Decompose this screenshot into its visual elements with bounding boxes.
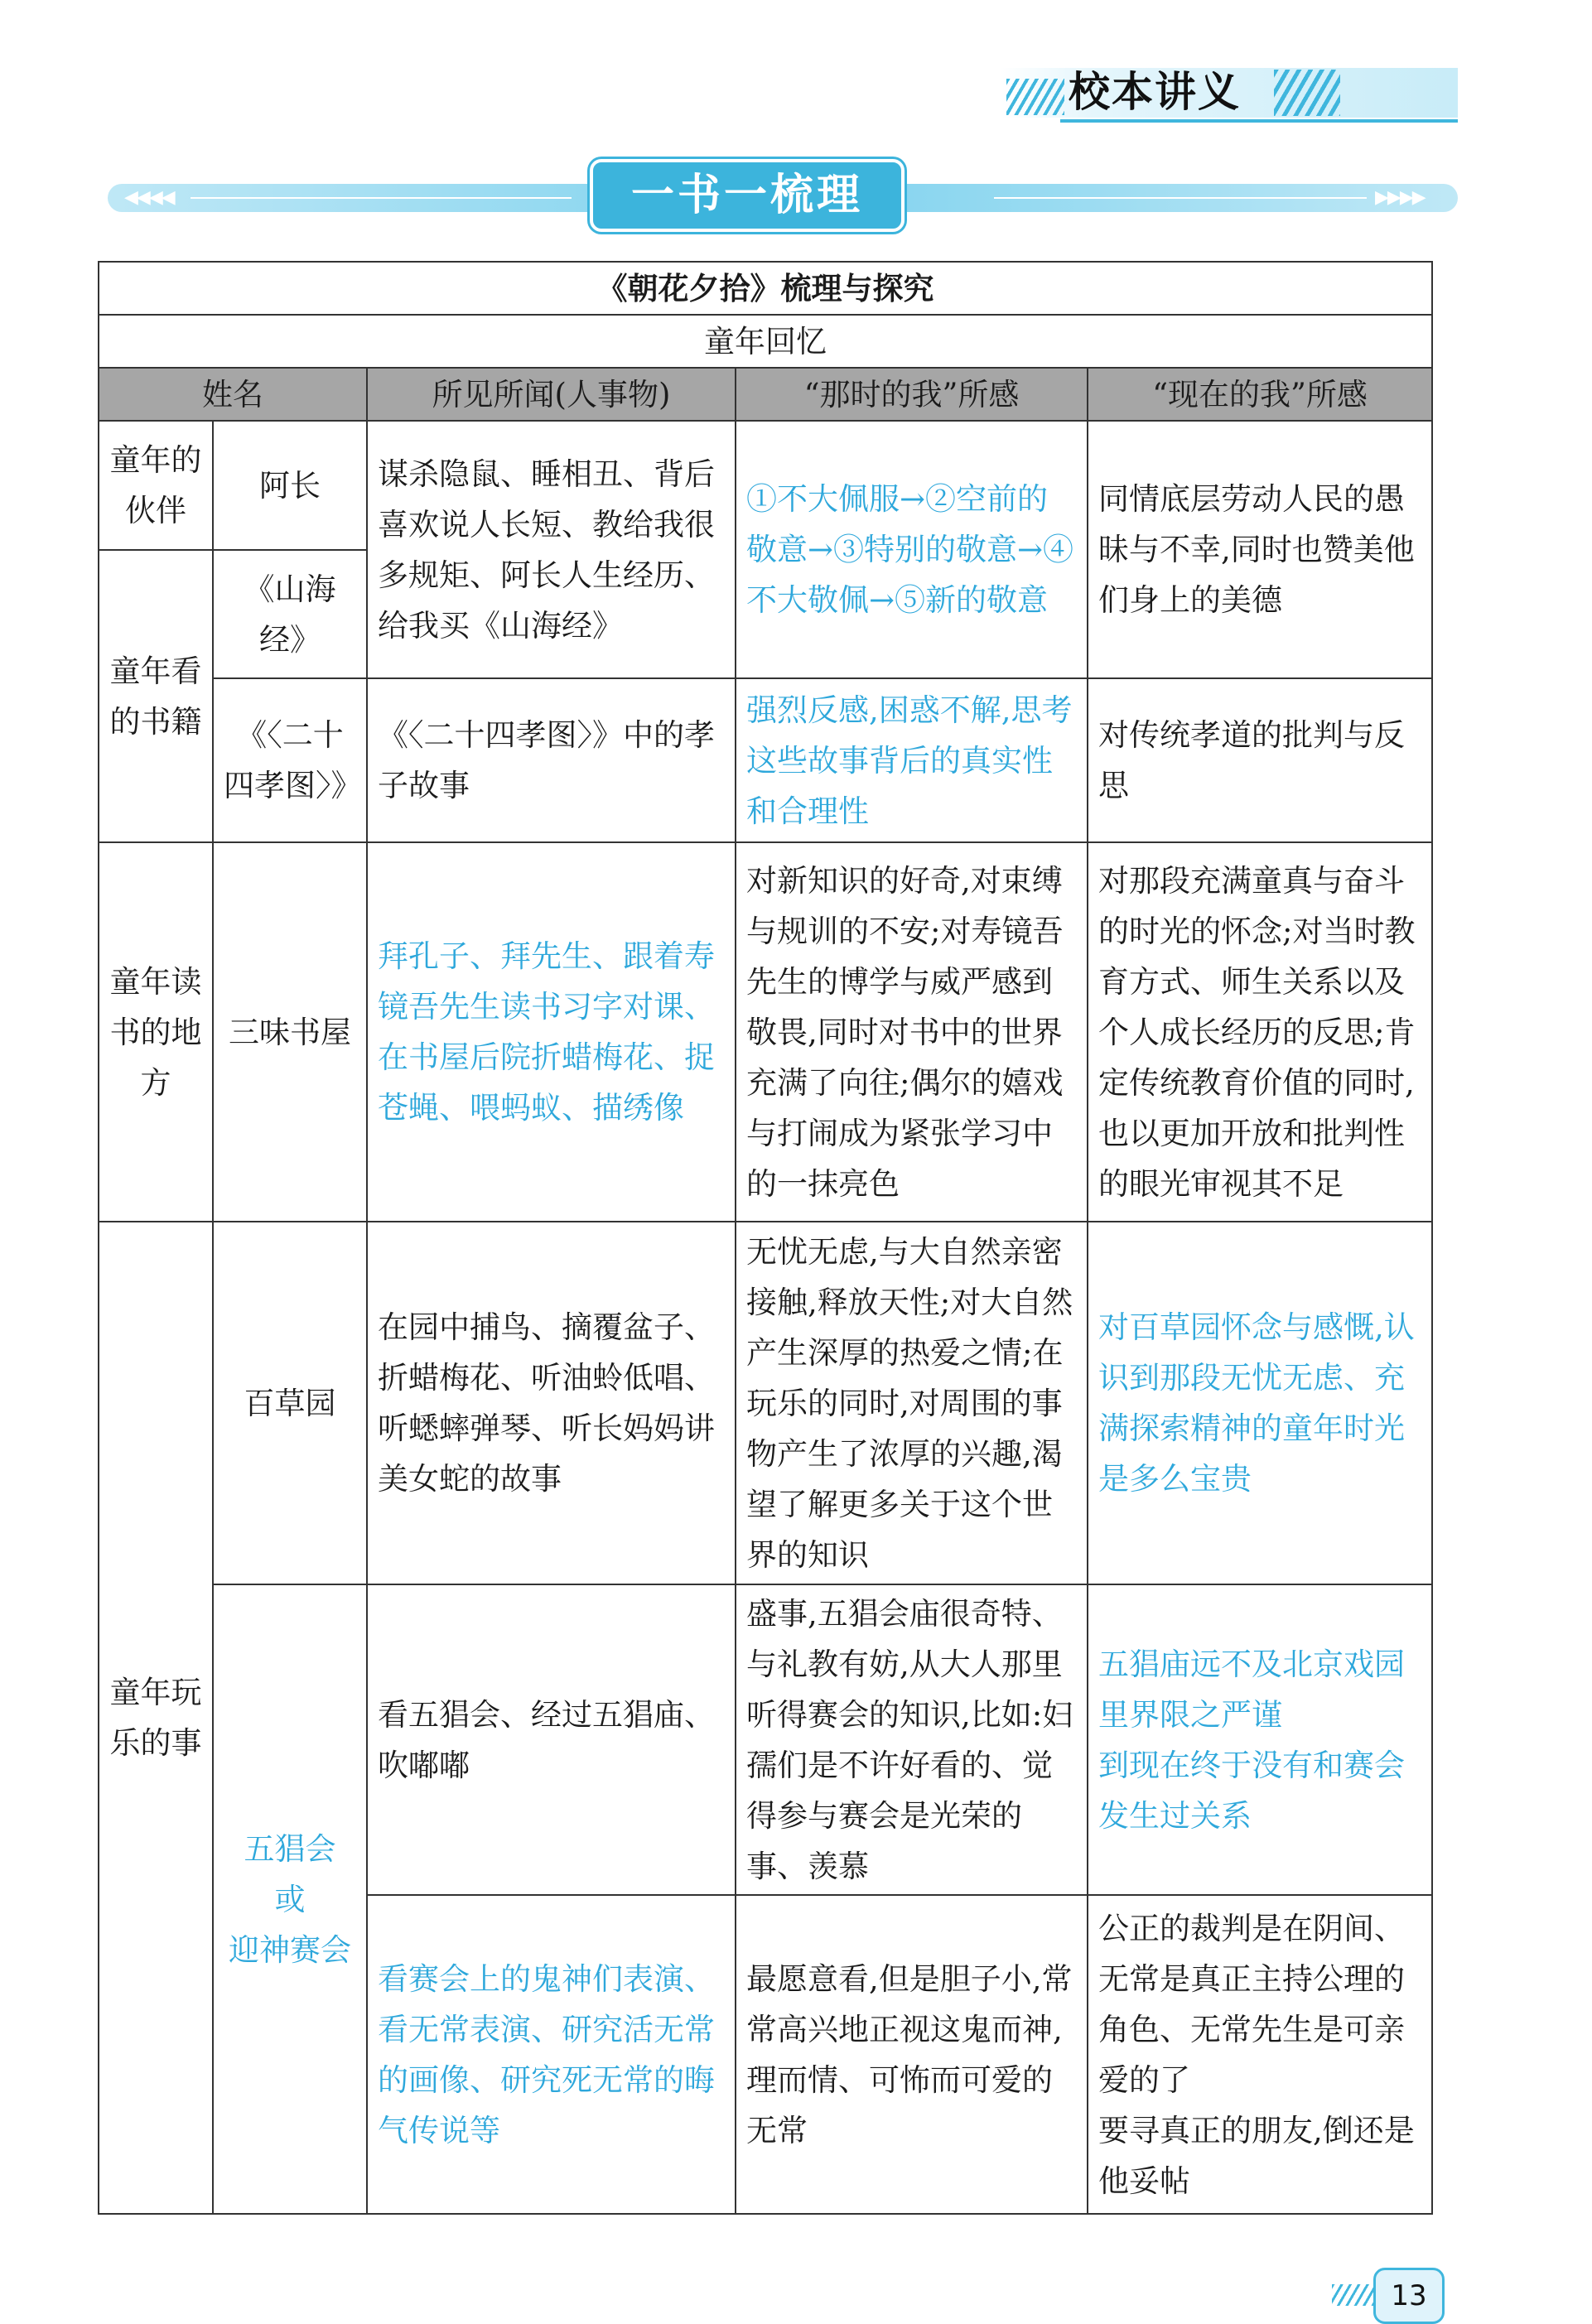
page-number: 13 (1373, 2268, 1445, 2324)
now-achang: 同情底层劳动人民的愚昧与不幸,同时也赞美他们身上的美德 (1088, 421, 1432, 678)
now-wuchang-b (1088, 1895, 1432, 2214)
name-shanhaijing: 《山海经》 (213, 550, 367, 678)
header-now: “现在的我”所感 (1088, 368, 1432, 421)
past-wuchang-b: 最愿意看,但是胆子小,常常高兴地正视这鬼而神,理而情、可怖而可爱的无常 (736, 1895, 1088, 2214)
header-seen: 所见所闻(人事物) (367, 368, 736, 421)
band-line-right (994, 197, 1367, 199)
header-stripes-right (1274, 70, 1340, 116)
category-play: 童年玩乐的事 (99, 1222, 213, 2214)
past-wuchang-a: 盛事,五猖会庙很奇特、与礼教有妨,从大人那里听得赛会的知识,比如:妇孺们是不许好看的、觉得参与赛会是光荣的事、羡慕 (736, 1584, 1088, 1895)
name-wuchang-line3: 迎神赛会 (229, 1931, 351, 1968)
band-line-left (191, 197, 572, 199)
name-wuchang (213, 1584, 367, 2214)
seen-achang: 谋杀隐鼠、睡相丑、背后喜欢说人长短、教给我很多规矩、阿长人生经历、给我买《山海经》 (367, 421, 736, 678)
header-underline (1060, 119, 1458, 123)
header-title: 校本讲义 (1069, 68, 1241, 116)
past-achang: ①不大佩服→②空前的敬意→③特别的敬意→④不大敬佩→⑤新的敬意 (736, 421, 1088, 678)
now-baicao: 对百草园怀念与感慨,认识到那段无忧无虑、充满探索精神的童年时光是多么宝贵 (1088, 1222, 1432, 1584)
arrows-right-icon: ▶▶▶▶ (1375, 187, 1425, 208)
seen-sanwei: 拜孔子、拜先生、跟着寿镜吾先生读书习字对课、在书屋后院折蜡梅花、捉苍蝇、喂蚂蚁、描绣像 (367, 842, 736, 1222)
section-title: 一书一梳理 (590, 159, 905, 232)
seen-ershisi: 《〈二十四孝图〉》中的孝子故事 (367, 678, 736, 842)
review-table (98, 261, 1433, 2215)
category-school: 童年读书的地方 (99, 842, 213, 1222)
category-books: 童年看的书籍 (99, 550, 213, 842)
table-caption: 《朝花夕拾》梳理与探究 (99, 262, 1432, 315)
name-wuchang-line1: 五猖会 (244, 1830, 336, 1867)
name-ershisi: 《〈二十四孝图〉》 (213, 678, 367, 842)
seen-baicao: 在园中捕鸟、摘覆盆子、折蜡梅花、听油蛉低唱、听蟋蟀弹琴、听长妈妈讲美女蛇的故事 (367, 1222, 736, 1584)
seen-wuchang-b: 看赛会上的鬼神们表演、看无常表演、研究活无常的画像、研究死无常的晦气传说等 (367, 1895, 736, 2214)
now-wuchang-a (1088, 1584, 1432, 1895)
seen-wuchang-a: 看五猖会、经过五猖庙、吹嘟嘟 (367, 1584, 736, 1895)
header-stripes-left (1006, 79, 1064, 115)
name-wuchang-line2: 或 (274, 1881, 306, 1917)
table-subcaption: 童年回忆 (99, 315, 1432, 368)
now-wuchang-b-line2: 要寻真正的朋友,倒还是他妥帖 (1098, 2112, 1415, 2199)
past-baicao: 无忧无虑,与大自然亲密接触,释放天性;对大自然产生深厚的热爱之情;在玩乐的同时,对周围的事物产生了浓厚的兴趣,渴望了解更多关于这个世界的知识 (736, 1222, 1088, 1584)
past-ershisi: 强烈反感,困惑不解,思考这些故事背后的真实性和合理性 (736, 678, 1088, 842)
now-wuchang-a-line1: 五猖庙远不及北京戏园里界限之严谨 (1098, 1646, 1405, 1733)
category-partner: 童年的伙伴 (99, 421, 213, 550)
now-wuchang-a-line2: 到现在终于没有和赛会发生过关系 (1098, 1747, 1405, 1834)
past-sanwei: 对新知识的好奇,对束缚与规训的不安;对寿镜吾先生的博学与威严感到敬畏,同时对书中的世界充满了向往;偶尔的嬉戏与打闹成为紧张学习中的一抹亮色 (736, 842, 1088, 1222)
now-wuchang-b-line1: 公正的裁判是在阴间、无常是真正主持公理的角色、无常先生是可亲爱的了 (1098, 1910, 1405, 2098)
name-sanwei: 三味书屋 (213, 842, 367, 1222)
arrows-left-icon: ◀◀◀◀ (124, 187, 174, 208)
name-baicao: 百草园 (213, 1222, 367, 1584)
now-sanwei: 对那段充满童真与奋斗的时光的怀念;对当时教育方式、师生关系以及个人成长经历的反思;肯定传统教育价值的同时,也以更加开放和批判性的眼光审视其不足 (1088, 842, 1432, 1222)
header-past: “那时的我”所感 (736, 368, 1088, 421)
name-achang: 阿长 (213, 421, 367, 550)
page-stripes (1332, 2284, 1373, 2306)
header-name: 姓名 (99, 368, 367, 421)
now-ershisi: 对传统孝道的批判与反思 (1088, 678, 1432, 842)
